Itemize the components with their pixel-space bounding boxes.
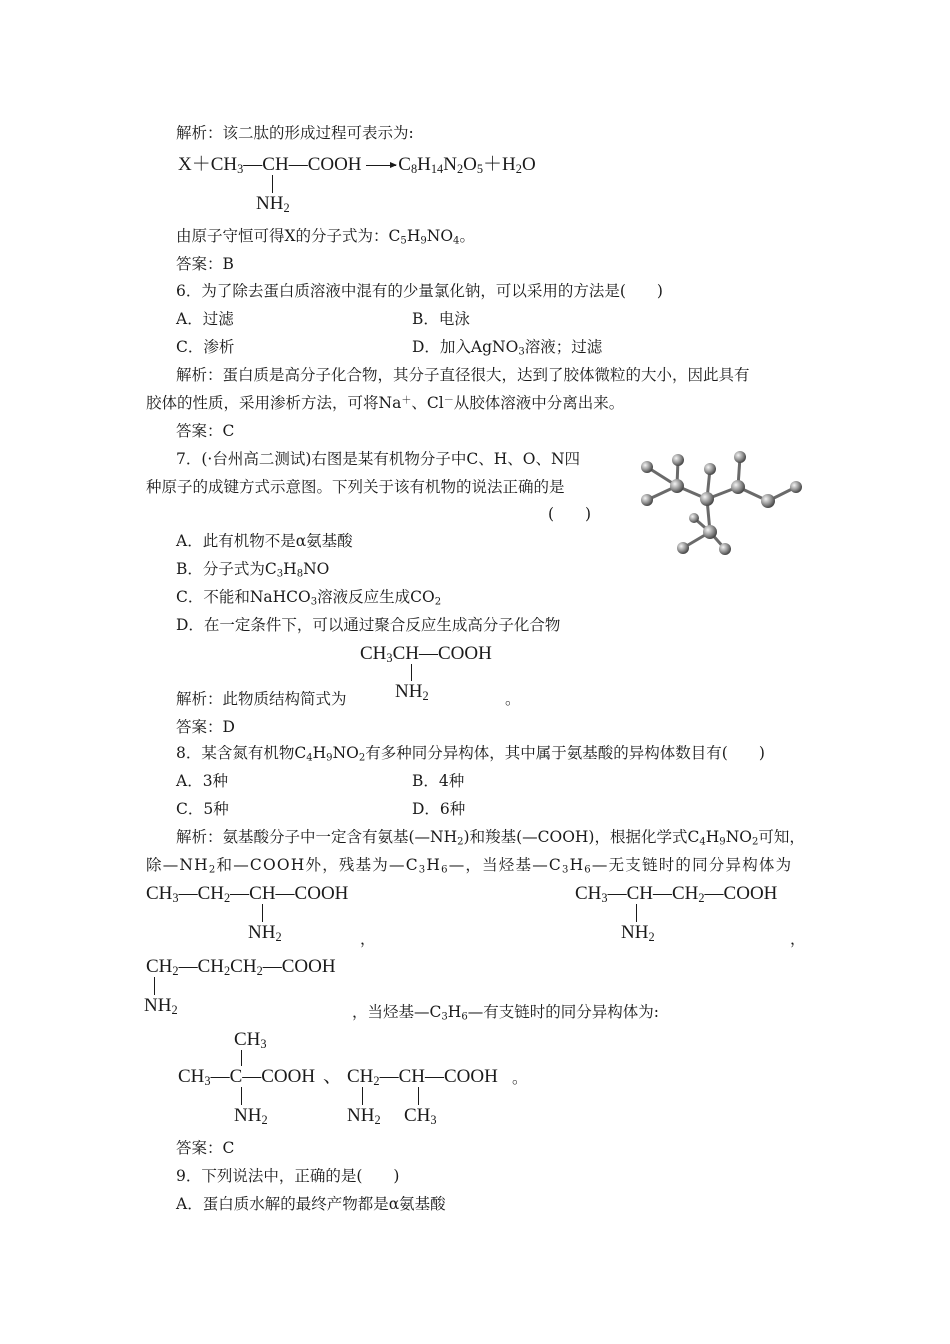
q8-analysis-line2: 除$—NH_2$和—COOH外，残基为$—C_3H_6—$，当烃基$—C_3H_6—$无支链时的同分异构体为 [146,856,793,876]
q8-option-a: A．3种 [176,772,229,790]
bond-line [241,1050,242,1066]
comma: ， [360,930,376,948]
isomer-3-nh2: $NH_2$ [144,995,178,1018]
reaction-arrow-icon [366,165,396,166]
q5-analysis: 解析：该二肽的形成过程可表示为: [176,124,414,142]
q8-option-c: C．5种 [176,800,229,818]
molecule-ball-stick-diagram [630,440,810,565]
isomer-5-ch3: $CH_3$ [404,1105,437,1128]
isomer-3-formula: $CH_2—CH_2CH_2—COOH$ [146,956,336,979]
bond-line [272,175,273,193]
bond-line [154,977,155,995]
q8-analysis-line1: 解析：氨基酸分子中一定含有氨基$(—NH_2)$和羧基(—COOH)，根据化学式$C_4H_9NO_2$可知， [176,828,805,848]
q8-option-b: B．4种 [412,772,465,790]
bond-line [418,1087,419,1105]
q6-option-d: D．加入AgNO$_3$溶液；过滤 [412,338,603,358]
bond-line [262,904,263,922]
isomer-5-formula: $CH_2—CH—COOH$ [347,1066,498,1089]
q8-period: 。 [512,1069,528,1087]
bond-line [411,664,412,681]
isomer-4-formula: $CH_3—C—COOH$ [178,1066,316,1089]
q7-answer-bracket: ( ) [548,505,592,523]
q7-option-a: A．此有机物不是α氨基酸 [176,532,353,550]
q6-analysis-line1: 解析：蛋白质是高分子化合物，其分子直径很大，达到了胶体微粒的大小，因此具有 [176,366,750,384]
bond-line [241,1087,242,1105]
q8-stem: 8．某含氮有机物$C_4H_9NO_2$有多种同分异构体，其中属于氨基酸的异构体数目有( ) [176,744,765,764]
q7-option-b: B．分子式为$C_3H_8NO$ [176,560,330,580]
q6-stem: 6．为了除去蛋白质溶液中混有的少量氯化钠，可以采用的方法是( ) [176,282,663,300]
isomer-5-nh2: $NH_2$ [347,1105,381,1128]
isomer-1-nh2: $NH_2$ [248,922,282,945]
q6-option-c: C．渗析 [176,338,235,356]
bond-line [362,1087,363,1105]
q9-stem: 9．下列说法中，正确的是( ) [176,1167,400,1185]
q7-formula: $CH_3CH—COOH$ [360,643,492,666]
q7-option-c: C．不能和NaHCO$_3$溶液反应生成$CO_2$ [176,588,442,608]
q8-option-d: D．6种 [412,800,466,818]
q7-stem-line2: 种原子的成键方式示意图。下列关于该有机物的说法正确的是 [146,478,565,496]
separator: 、 [323,1066,343,1087]
isomer-4-ch3-top: $CH_3$ [234,1029,267,1052]
q6-analysis-line2: 胶体的性质，采用渗析方法，可将Na＋、Cl－从胶体溶液中分离出来。 [146,394,625,412]
q5-conclusion: 由原子守恒可得X的分子式为：$C_5H_9NO_4$。 [176,227,475,247]
q7-analysis: 解析：此物质结构简式为 [176,690,347,708]
q5-nh2: $NH_2$ [256,193,290,216]
q6-answer: 答案：C [176,422,235,440]
q7-option-d: D．在一定条件下，可以通过聚合反应生成高分子化合物 [176,616,561,634]
isomer-2-nh2: $NH_2$ [621,922,655,945]
q8-branch-text: ，当烃基$—C_3H_6—$有支链时的同分异构体为: [352,1003,659,1023]
q6-option-b: B．电泳 [412,310,470,328]
q7-stem-line1: 7．(·台州高二测试)右图是某有机物分子中C、H、O、N四 [176,450,581,468]
q7-period: 。 [505,690,521,708]
q5-answer: 答案：B [176,255,234,273]
q9-option-a: A．蛋白质水解的最终产物都是α氨基酸 [176,1195,446,1213]
isomer-2-formula: $CH_3—CH—CH_2—COOH$ [575,883,778,906]
q8-answer: 答案：C [176,1139,235,1157]
isomer-1-formula: $CH_3—CH_2—CH—COOH$ [146,883,349,906]
q7-answer: 答案：D [176,718,235,736]
isomer-4-nh2: $NH_2$ [234,1105,268,1128]
q7-formula-nh2: $NH_2$ [395,681,429,704]
bond-line [636,904,637,922]
q6-option-a: A．过滤 [176,310,234,328]
q5-equation: $X+CH_3—CH—COOH$ $C_8H_{14}N_2O_5+H_2O$ [178,154,536,177]
comma: ， [790,930,806,948]
